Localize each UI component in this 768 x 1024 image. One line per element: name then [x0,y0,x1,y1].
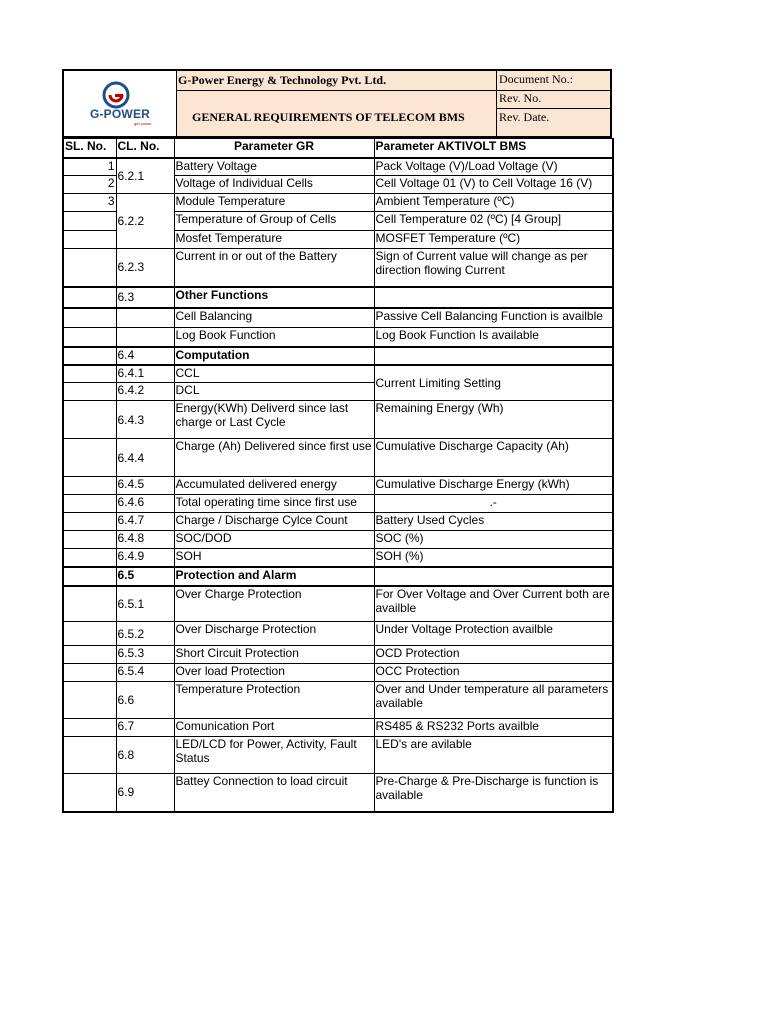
sl-no-cell [63,549,116,567]
cl-no-cell: 6.4.8 [116,531,174,549]
parameter-gr-cell: DCL [174,383,374,401]
parameter-bms-cell [374,287,613,308]
logo-tagline: get power [134,121,152,126]
section-row [63,347,613,365]
sl-no-cell [63,212,116,231]
table-row [63,308,613,328]
cl-no-cell [116,328,174,347]
section-row [63,287,613,308]
table-row [63,531,613,549]
parameter-gr-cell: SOH [174,549,374,567]
cl-no-cell: 6.4 [116,347,174,365]
table-header-row [63,139,613,158]
parameter-bms-cell: .- [374,495,613,513]
sl-no-cell [63,249,116,287]
cl-no-cell: 6.4.5 [116,477,174,495]
parameter-gr-cell: Over Charge Protection [174,586,374,622]
table-row [63,495,613,513]
section-row [63,567,613,586]
column-header-parameter-bms: Parameter AKTIVOLT BMS [374,139,613,158]
sl-no-cell [63,531,116,549]
parameter-gr-cell: Comunication Port [174,719,374,737]
sl-no-cell [63,646,116,664]
sl-no-cell [63,383,116,401]
cl-no-cell: 6.2.1 [116,158,174,194]
parameter-bms-cell: SOH (%) [374,549,613,567]
sl-no-cell [63,719,116,737]
table-row [63,513,613,531]
table-row [63,682,613,719]
parameter-gr-cell: Battey Connection to load circuit [174,774,374,812]
parameter-gr-cell: Current in or out of the Battery [174,249,374,287]
sl-no-cell [63,308,116,328]
table-row [63,719,613,737]
parameter-bms-cell: Under Voltage Protection availble [374,622,613,646]
parameter-gr-cell: Battery Voltage [174,158,374,176]
parameter-bms-cell: OCD Protection [374,646,613,664]
table-row [63,664,613,682]
parameter-gr-cell: Temperature Protection [174,682,374,719]
sl-no-cell [63,737,116,774]
parameter-gr-cell: Energy(KWh) Deliverd since last charge or Last Cycle [174,401,374,439]
sl-no-cell [63,513,116,531]
cl-no-cell: 6.4.6 [116,495,174,513]
table-row [63,586,613,622]
document-meta [496,71,611,136]
cl-no-cell: 6.3 [116,287,174,308]
parameter-bms-cell: SOC (%) [374,531,613,549]
table-row [63,194,613,212]
parameter-bms-cell: Pack Voltage (V)/Load Voltage (V) [374,158,613,176]
parameter-bms-cell [374,347,613,365]
sl-no-cell: 1 [63,158,116,176]
parameter-gr-cell: CCL [174,365,374,383]
parameter-gr-cell: Mosfet Temperature [174,231,374,249]
logo-emblem-icon [102,81,130,109]
sl-no-cell [63,664,116,682]
parameter-gr-cell: Module Temperature [174,194,374,212]
cl-no-cell: 6.4.4 [116,439,174,477]
parameter-gr-cell: LED/LCD for Power, Activity, Fault Status [174,737,374,774]
parameter-gr-cell: Voltage of Individual Cells [174,176,374,194]
parameter-bms-cell: OCC Protection [374,664,613,682]
document-number-label: Document No.: [499,72,573,86]
table-row [63,158,613,176]
cl-no-cell: 6.5.2 [116,622,174,646]
cl-no-cell: 6.4.7 [116,513,174,531]
parameter-bms-cell: Cumulative Discharge Capacity (Ah) [374,439,613,477]
company-name: G-Power Energy & Technology Pvt. Ltd. [178,73,387,87]
logo-text: G-POWER [89,107,151,121]
parameter-gr-cell: Log Book Function [174,328,374,347]
document-title: GENERAL REQUIREMENTS OF TELECOM BMS [192,110,465,124]
sl-no-cell: 3 [63,194,116,212]
parameter-gr-cell: Cell Balancing [174,308,374,328]
table-row [63,401,613,439]
table-row [63,549,613,567]
sl-no-cell [63,328,116,347]
column-header-sl: SL. No. [63,139,116,158]
cl-no-cell: 6.5.4 [116,664,174,682]
cl-no-cell: 6.4.3 [116,401,174,439]
parameter-gr-cell: Charge / Discharge Cylce Count [174,513,374,531]
cl-no-cell: 6.4.9 [116,549,174,567]
section-heading: Protection and Alarm [174,567,374,586]
parameter-bms-cell: Sign of Current value will change as per direction flowing Current [374,249,613,287]
parameter-gr-cell: Over load Protection [174,664,374,682]
table-row [63,328,613,347]
parameter-bms-cell: Cell Voltage 01 (V) to Cell Voltage 16 (V) [374,176,613,194]
table-row [63,774,613,812]
sl-no-cell [63,347,116,365]
column-header-parameter-gr: Parameter GR [174,139,374,158]
company-logo [64,71,177,136]
table-row [63,646,613,664]
sl-no-cell: 2 [63,176,116,194]
parameter-gr-cell: Total operating time since first use [174,495,374,513]
parameter-bms-cell: RS485 & RS232 Ports availble [374,719,613,737]
parameter-bms-cell: Remaining Energy (Wh) [374,401,613,439]
parameter-gr-cell: Over Discharge Protection [174,622,374,646]
table-row [63,249,613,287]
parameter-bms-cell: Cell Temperature 02 (ºC) [4 Group] [374,212,613,231]
table-row [63,477,613,495]
parameter-bms-cell: Current Limiting Setting [374,365,613,401]
revision-date-label: Rev. Date. [499,110,550,124]
table-row [63,365,613,383]
parameter-bms-cell: For Over Voltage and Over Current both are availble [374,586,613,622]
cl-no-cell: 6.5.3 [116,646,174,664]
sl-no-cell [63,365,116,383]
parameter-bms-cell: Log Book Function Is available [374,328,613,347]
parameter-bms-cell: Pre-Charge & Pre-Discharge is function is available [374,774,613,812]
parameter-bms-cell: LED's are avilable [374,737,613,774]
sl-no-cell [63,774,116,812]
cl-no-cell: 6.7 [116,719,174,737]
sl-no-cell [63,477,116,495]
sl-no-cell [63,401,116,439]
cl-no-cell: 6.2.2 [116,194,174,249]
parameter-bms-cell: Passive Cell Balancing Function is availble [374,308,613,328]
parameter-bms-cell [374,567,613,586]
section-heading: Other Functions [174,287,374,308]
header-divider [176,90,496,91]
table-row [63,622,613,646]
spec-sheet [62,69,612,813]
parameter-gr-cell: Accumulated delivered energy [174,477,374,495]
sl-no-cell [63,586,116,622]
sl-no-cell [63,231,116,249]
parameter-gr-cell: Short Circuit Protection [174,646,374,664]
cl-no-cell: 6.9 [116,774,174,812]
cl-no-cell: 6.4.2 [116,383,174,401]
cl-no-cell: 6.8 [116,737,174,774]
sl-no-cell [63,495,116,513]
parameter-gr-cell: SOC/DOD [174,531,374,549]
meta-divider [497,108,611,109]
parameter-bms-cell: Ambient Temperature (ºC) [374,194,613,212]
parameter-bms-cell: Over and Under temperature all parameters available [374,682,613,719]
parameter-gr-cell: Charge (Ah) Delivered since first use [174,439,374,477]
parameter-bms-cell: Battery Used Cycles [374,513,613,531]
section-heading: Computation [174,347,374,365]
cl-no-cell: 6.6 [116,682,174,719]
parameter-bms-cell: Cumulative Discharge Energy (kWh) [374,477,613,495]
parameter-gr-cell: Temperature of Group of Cells [174,212,374,231]
sl-no-cell [63,439,116,477]
cl-no-cell: 6.4.1 [116,365,174,383]
sl-no-cell [63,622,116,646]
cl-no-cell: 6.5.1 [116,586,174,622]
sl-no-cell [63,682,116,719]
cl-no-cell [116,308,174,328]
sl-no-cell [63,567,116,586]
requirements-table [62,138,614,813]
column-header-cl: CL. No. [116,139,174,158]
parameter-bms-cell: MOSFET Temperature (ºC) [374,231,613,249]
cl-no-cell: 6.2.3 [116,249,174,287]
revision-number-label: Rev. No. [499,91,542,105]
sl-no-cell [63,287,116,308]
cl-no-cell: 6.5 [116,567,174,586]
table-row [63,737,613,774]
document-header [62,69,612,138]
table-row [63,439,613,477]
